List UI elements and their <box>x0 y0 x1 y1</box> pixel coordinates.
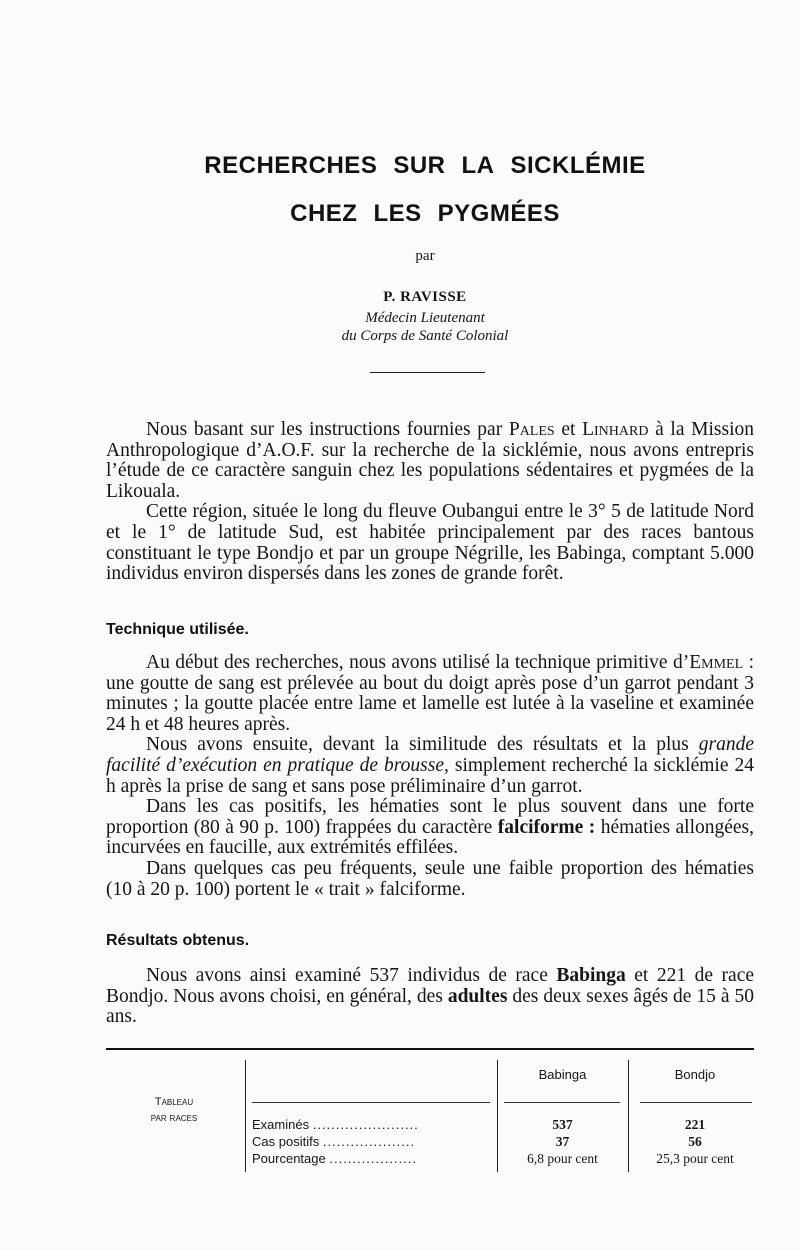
results-section <box>106 966 754 1028</box>
table-cell: 537 <box>552 1117 573 1132</box>
table-rule <box>640 1102 752 1103</box>
intro-paragraph-2: Cette région, située le long du fleuve Oubangui entre le 3° 5 de latitude Nord et le 1° de latitude Sud, est habitée principalement par des races bantous constituant le type Bondjo et par un groupe Négrille, les Babinga, comptant 5.000 individus environ dispersés dans les zones de grande forêt. <box>106 501 754 585</box>
table-cell: 25,3 pour cent <box>656 1151 734 1166</box>
table-rule <box>504 1102 620 1103</box>
author-rank: Médecin Lieutenant <box>365 310 485 326</box>
table-rule <box>252 1102 490 1103</box>
title-word: SUR <box>393 152 446 179</box>
results-paragraph-1: Nous avons ainsi examiné 537 individus de race Babinga et 221 de race Bondjo. Nous avons choisi, en général, des adultes des deux sexes âgés de 15 à 50 ans. <box>106 965 754 1028</box>
technique-paragraph-1: Au début des recherches, nous avons utilisé la technique primitive d’Emmel : une goutte de sang est prélevée au bout du doigt après pose d’un garrot pendant 3 minutes ; la goutte placée entre lame et lamelle est lutée à la vaseline et examinée 24 h et 48 heures après. <box>106 652 754 735</box>
technique-section <box>106 653 754 900</box>
row-label: Examinés ....................... <box>252 1117 419 1132</box>
title-word: CHEZ <box>290 200 358 227</box>
table-top-rule <box>106 1048 754 1050</box>
table-cell: 56 <box>688 1134 702 1149</box>
section-heading-results: Résultats obtenus. <box>106 932 250 949</box>
row-label: Pourcentage ................... <box>252 1151 417 1166</box>
title-line-1 <box>0 152 800 180</box>
column-header-bondjo: Bondjo <box>674 1067 716 1082</box>
author-corps: du Corps de Santé Colonial <box>341 328 509 344</box>
table-cell: 37 <box>555 1134 570 1149</box>
table-divider <box>628 1060 629 1172</box>
table-cell: 6,8 pour cent <box>527 1151 598 1166</box>
technique-paragraph-4: Dans quelques cas peu fréquents, seule une faible proportion des hématies (10 à 20 p. 100) portent le « trait » falciforme. <box>106 857 754 900</box>
author-name: P. RAVISSE <box>383 289 467 305</box>
table-divider <box>497 1060 498 1172</box>
table-divider <box>245 1060 246 1172</box>
title-line-2 <box>0 200 800 228</box>
table-label <box>130 1094 218 1126</box>
intro-section <box>106 420 754 585</box>
table-cell: 221 <box>684 1117 706 1132</box>
section-heading-technique: Technique utilisée. <box>106 621 249 638</box>
title-word: PYGMÉES <box>437 200 560 227</box>
title-divider <box>370 372 485 373</box>
title-word: LA <box>461 152 495 179</box>
title-word: LES <box>373 200 422 227</box>
byline-par: par <box>415 248 435 264</box>
technique-paragraph-2: Nous avons ensuite, devant la similitude des résultats et la plus grande facilité d’exécution en pratique de brousse, simplement recherché la sicklémie 24 h après la prise de sang et sans pose préliminaire d’un garrot. <box>106 734 754 797</box>
technique-paragraph-3: Dans les cas positifs, les hématies sont le plus souvent dans une forte proportion (80 à 90 p. 100) frappées du caractère falciforme : hématies allongées, incurvées en faucille, aux extrémités effilées. <box>106 796 755 859</box>
table-label-line: Tableau <box>154 1096 194 1108</box>
title-word: RECHERCHES <box>204 152 378 179</box>
intro-paragraph-1: Nous basant sur les instructions fournies par Pales et Linhard à la Mission Anthropologique d’A.O.F. sur la recherche de la sicklémie, nous avons entrepris l’étude de ce caractère sanguin chez les populations sédentaires et pygmées de la Likouala. <box>106 419 754 502</box>
column-header-babinga: Babinga <box>538 1067 587 1082</box>
row-label: Cas positifs .................... <box>252 1134 416 1149</box>
title-word: SICKLÉMIE <box>510 152 646 179</box>
table-label-line: par races <box>150 1112 198 1124</box>
